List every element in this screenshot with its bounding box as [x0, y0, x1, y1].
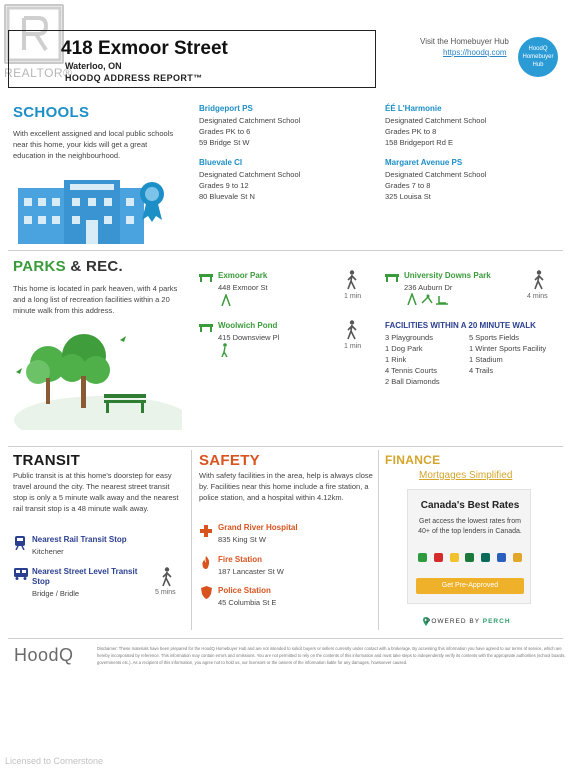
address-title: 418 Exmoor Street	[61, 38, 228, 59]
facility-item: 4 Trails	[469, 366, 494, 375]
lender-logo	[465, 553, 474, 562]
rates-card-text: Get access the lowest rates from 40+ of the top lenders in Canada.	[418, 518, 522, 535]
park-name[interactable]: University Downs Park	[404, 271, 491, 280]
get-pre-approved-button[interactable]: Get Pre-Approved	[416, 578, 524, 594]
bench-icon	[385, 272, 399, 282]
safety-address: 835 King St W	[218, 535, 266, 544]
safety-title: SAFETY	[199, 452, 260, 469]
parks-title-b: & REC.	[65, 258, 124, 275]
rates-card-title: Canada's Best Rates	[420, 500, 520, 511]
bench-icon	[199, 272, 213, 282]
walk-time: 1 min	[344, 293, 362, 300]
walking-icon	[533, 270, 545, 290]
street-stop-name[interactable]: Bridge / Bridle	[32, 589, 80, 598]
playground-icon	[220, 294, 232, 306]
safety-name[interactable]: Police Station	[218, 586, 271, 595]
divider	[378, 450, 379, 630]
lender-logo	[434, 553, 443, 562]
licensed-watermark: Licensed to Cornerstone	[5, 756, 104, 766]
school-address: 59 Bridge St W	[199, 138, 250, 147]
transit-description: Public transit is at this home's doorstep for easy travel around the city. The nearest street transit stop is only a 5 minute walk away and the nearest rail transit stop is a 48 minute walk away.	[13, 471, 179, 513]
lender-logo	[418, 553, 427, 562]
facility-item: 1 Stadium	[469, 355, 503, 364]
park-name[interactable]: Exmoor Park	[218, 271, 268, 280]
lender-logo	[481, 553, 490, 562]
walk-time: 1 min	[344, 343, 362, 350]
realtor-watermark: REALTOR®	[4, 66, 73, 80]
park-address: 448 Exmoor St	[218, 283, 268, 292]
park-address: 236 Auburn Dr	[404, 283, 453, 292]
school-name[interactable]: Bridgeport PS	[199, 104, 253, 113]
divider	[8, 638, 563, 639]
fire-icon	[201, 556, 211, 569]
school-grades: Grades 7 to 8	[385, 181, 431, 190]
facility-item: 4 Tennis Courts	[385, 366, 437, 375]
hub-link[interactable]: https://hoodq.com	[443, 48, 507, 57]
powered-by-label: POWERED BY	[426, 618, 480, 625]
hub-badge[interactable]: HoodQ Homebuyer Hub	[518, 37, 558, 77]
report-label: HOODQ ADDRESS REPORT™	[65, 73, 203, 83]
walk-time: 5 mins	[155, 589, 176, 596]
school-address: 158 Bridgeport Rd E	[385, 138, 453, 147]
rates-card	[407, 489, 531, 604]
school-type: Designated Catchment School	[385, 170, 487, 179]
bench-icon	[199, 322, 213, 332]
walking-icon	[346, 320, 358, 340]
school-grades: Grades 9 to 12	[199, 181, 249, 190]
finance-title: FINANCE	[385, 453, 441, 467]
police-icon	[201, 586, 212, 599]
park-illustration	[12, 320, 182, 430]
facility-item: 3 Playgrounds	[385, 333, 433, 342]
parks-title	[13, 258, 123, 275]
school-name[interactable]: ÉÉ L'Harmonie	[385, 104, 442, 113]
walk-time: 4 mins	[527, 293, 548, 300]
street-stop-title: Nearest Street Level Transit	[32, 567, 138, 576]
schools-title: SCHOOLS	[13, 104, 90, 121]
school-type: Designated Catchment School	[385, 116, 487, 125]
walking-icon	[346, 270, 358, 290]
perch-logo: PERCH	[482, 618, 511, 625]
street-stop-title-2: Stop	[32, 577, 50, 586]
school-type: Designated Catchment School	[199, 116, 301, 125]
safety-address: 187 Lancaster St W	[218, 567, 284, 576]
facilities-title: FACILITIES WITHIN A 20 MINUTE WALK	[385, 321, 536, 330]
trail-icon	[220, 343, 230, 357]
transit-title: TRANSIT	[13, 452, 81, 469]
safety-description: With safety facilities in the area, help is always close by. Facilities near this home include a fire station, a police station, and a hospital within 4.12km.	[199, 471, 373, 502]
park-name[interactable]: Woolwich Pond	[218, 321, 278, 330]
safety-name[interactable]: Fire Station	[218, 555, 263, 564]
safety-address: 45 Columbia St E	[218, 598, 277, 607]
hospital-icon	[200, 525, 212, 537]
facility-icons	[406, 293, 452, 305]
lender-logos	[418, 553, 522, 565]
school-type: Designated Catchment School	[199, 170, 301, 179]
facility-item: 1 Rink	[385, 355, 407, 364]
powered-by	[426, 618, 511, 625]
rail-stop-name[interactable]: Kitchener	[32, 547, 64, 556]
school-address: 325 Louisa St	[385, 192, 431, 201]
hoodq-logo: HoodQ	[14, 645, 74, 665]
lender-logo	[513, 553, 522, 562]
lender-logo	[450, 553, 459, 562]
rail-stop-title: Nearest Rail Transit Stop	[32, 535, 127, 544]
mortgages-link[interactable]: Mortgages Simplified	[419, 470, 513, 481]
school-illustration	[14, 176, 174, 248]
address-header	[8, 30, 376, 88]
disclaimer: Disclaimer: These materials have been prepared for the HoodQ Homebuyer Hub and are not intended to solicit buyers or sellers currently under contact with a brokerage. By accessing this information you have agreed to our terms of service, which are hereby incorporated by reference. This information may contain errors and omissions. You are not permitted to rely on the contents of this information and must take steps to independently verify its contents with the appropriate authorities (school boards, governments etc.). As a recipient of this information, you agree not to hold us, our licensors or the owners of the information liable for any damages, howsoever caused.	[97, 646, 566, 665]
school-grades: Grades PK to 6	[199, 127, 251, 136]
school-grades: Grades PK to 8	[385, 127, 437, 136]
walking-icon	[161, 567, 173, 587]
divider	[191, 450, 192, 630]
schools-description: With excellent assigned and local public schools near this home, your kids will get a great education in the neighbourhood.	[13, 129, 174, 160]
lender-logo	[497, 553, 506, 562]
parks-description: This home is located in park heaven, with 4 parks and a long list of recreation facilities within a 20 minute walk from this address.	[13, 284, 178, 315]
facility-item: 1 Dog Park	[385, 344, 423, 353]
bus-icon	[14, 568, 28, 580]
hub-text: Visit the Homebuyer Hub	[420, 37, 509, 46]
parks-title-a: PARKS	[13, 258, 66, 275]
train-icon	[14, 536, 26, 550]
safety-name[interactable]: Grand River Hospital	[218, 523, 298, 532]
divider	[8, 250, 563, 251]
school-name[interactable]: Margaret Avenue PS	[385, 158, 463, 167]
school-name[interactable]: Bluevale CI	[199, 158, 243, 167]
facility-item: 5 Sports Fields	[469, 333, 520, 342]
facility-item: 1 Winter Sports Facility	[469, 344, 547, 353]
facility-item: 2 Ball Diamonds	[385, 377, 440, 386]
park-address: 415 Downsview Pl	[218, 333, 280, 342]
address-city: Waterloo, ON	[65, 61, 122, 71]
divider	[8, 446, 563, 447]
school-address: 80 Bluevale St N	[199, 192, 255, 201]
